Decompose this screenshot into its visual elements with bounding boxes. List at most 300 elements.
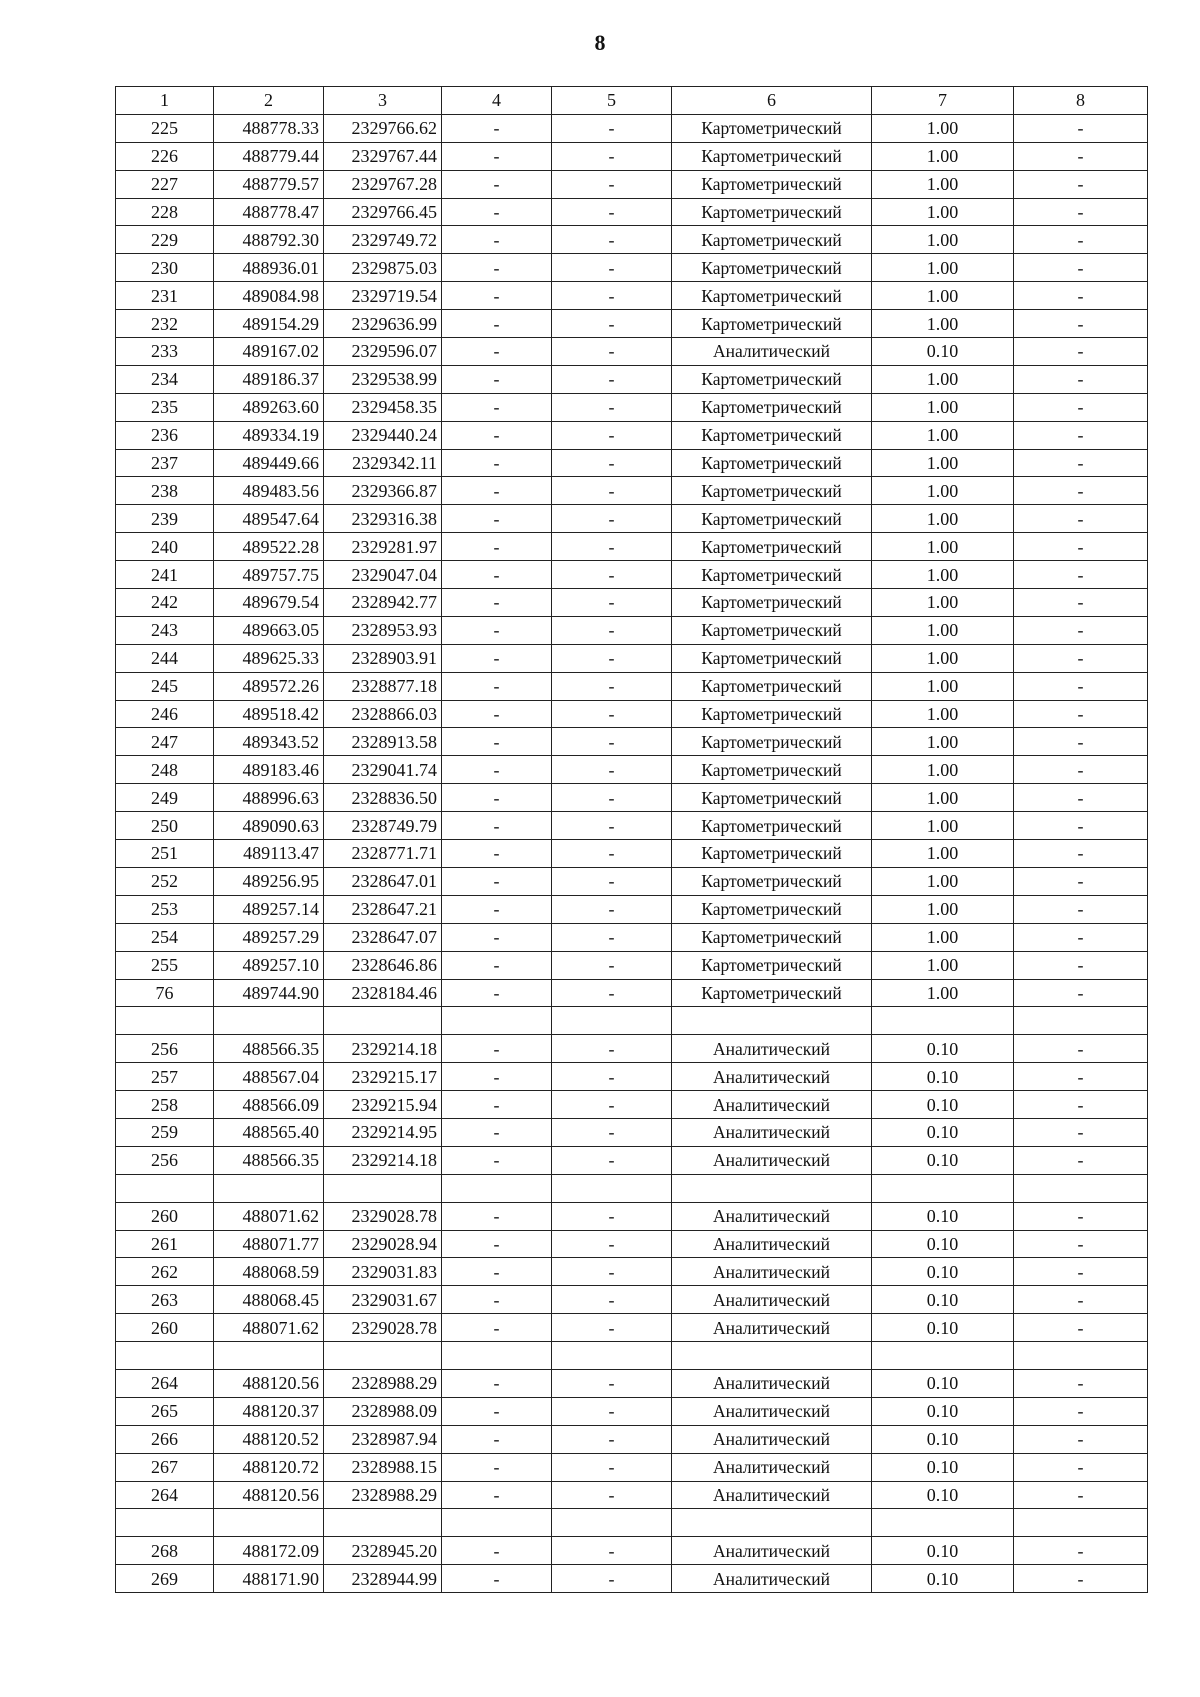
method-cell: Аналитический: [672, 1035, 872, 1063]
col8-cell: -: [1014, 1286, 1148, 1314]
accuracy-cell: 0.10: [872, 1453, 1014, 1481]
col4-cell: -: [442, 840, 552, 868]
col8-cell: -: [1014, 170, 1148, 198]
x-coordinate-cell: [214, 1509, 324, 1537]
table-row: [116, 170, 1148, 198]
col5-cell: -: [552, 756, 672, 784]
point-number-cell: 267: [116, 1453, 214, 1481]
col8-cell: -: [1014, 1453, 1148, 1481]
col4-cell: -: [442, 951, 552, 979]
x-coordinate-cell: 488779.57: [214, 170, 324, 198]
col4-cell: -: [442, 589, 552, 617]
y-coordinate-cell: 2328988.09: [324, 1397, 442, 1425]
point-number-cell: 237: [116, 449, 214, 477]
table-row: [116, 1063, 1148, 1091]
col4-cell: -: [442, 310, 552, 338]
x-coordinate-cell: 489257.14: [214, 895, 324, 923]
table-row: [116, 477, 1148, 505]
table-row: [116, 1481, 1148, 1509]
table-row: [116, 254, 1148, 282]
method-cell: [672, 1342, 872, 1370]
col4-cell: [442, 1342, 552, 1370]
point-number-cell: 250: [116, 812, 214, 840]
x-coordinate-cell: 488120.52: [214, 1425, 324, 1453]
col5-cell: [552, 1174, 672, 1202]
col5-cell: -: [552, 644, 672, 672]
col4-cell: -: [442, 616, 552, 644]
x-coordinate-cell: 488120.37: [214, 1397, 324, 1425]
col4-cell: -: [442, 533, 552, 561]
y-coordinate-cell: 2329215.17: [324, 1063, 442, 1091]
point-number-cell: 76: [116, 979, 214, 1007]
x-coordinate-cell: 488120.72: [214, 1453, 324, 1481]
x-coordinate-cell: 489744.90: [214, 979, 324, 1007]
y-coordinate-cell: 2328953.93: [324, 616, 442, 644]
col8-cell: -: [1014, 198, 1148, 226]
y-coordinate-cell: 2328647.21: [324, 895, 442, 923]
accuracy-cell: 1.00: [872, 198, 1014, 226]
table-row: [116, 700, 1148, 728]
col4-cell: [442, 1007, 552, 1035]
x-coordinate-cell: 489625.33: [214, 644, 324, 672]
accuracy-cell: 1.00: [872, 142, 1014, 170]
accuracy-cell: 1.00: [872, 589, 1014, 617]
method-cell: Картометрический: [672, 589, 872, 617]
method-cell: Картометрический: [672, 142, 872, 170]
col4-cell: -: [442, 198, 552, 226]
y-coordinate-cell: 2329041.74: [324, 756, 442, 784]
col4-cell: -: [442, 728, 552, 756]
method-cell: Картометрический: [672, 867, 872, 895]
header-cell: 4: [442, 87, 552, 115]
col8-cell: -: [1014, 142, 1148, 170]
col8-cell: -: [1014, 226, 1148, 254]
x-coordinate-cell: 489572.26: [214, 672, 324, 700]
method-cell: Картометрический: [672, 895, 872, 923]
col5-cell: -: [552, 254, 672, 282]
col5-cell: -: [552, 1035, 672, 1063]
y-coordinate-cell: 2329031.83: [324, 1258, 442, 1286]
point-number-cell: 264: [116, 1481, 214, 1509]
point-number-cell: 253: [116, 895, 214, 923]
col5-cell: -: [552, 421, 672, 449]
method-cell: Аналитический: [672, 1258, 872, 1286]
col8-cell: -: [1014, 700, 1148, 728]
y-coordinate-cell: 2329214.18: [324, 1035, 442, 1063]
accuracy-cell: 1.00: [872, 310, 1014, 338]
col8-cell: [1014, 1174, 1148, 1202]
point-number-cell: 261: [116, 1230, 214, 1258]
accuracy-cell: 0.10: [872, 1565, 1014, 1593]
col4-cell: -: [442, 1063, 552, 1091]
col5-cell: -: [552, 1202, 672, 1230]
col8-cell: -: [1014, 784, 1148, 812]
x-coordinate-cell: 488172.09: [214, 1537, 324, 1565]
method-cell: [672, 1174, 872, 1202]
x-coordinate-cell: 488779.44: [214, 142, 324, 170]
separator-row: [116, 1174, 1148, 1202]
method-cell: Картометрический: [672, 310, 872, 338]
col4-cell: -: [442, 700, 552, 728]
point-number-cell: 227: [116, 170, 214, 198]
point-number-cell: 268: [116, 1537, 214, 1565]
accuracy-cell: 1.00: [872, 421, 1014, 449]
col5-cell: -: [552, 1425, 672, 1453]
col5-cell: -: [552, 1565, 672, 1593]
point-number-cell: 226: [116, 142, 214, 170]
col8-cell: -: [1014, 923, 1148, 951]
col8-cell: -: [1014, 1035, 1148, 1063]
y-coordinate-cell: 2329366.87: [324, 477, 442, 505]
col8-cell: -: [1014, 449, 1148, 477]
col8-cell: -: [1014, 114, 1148, 142]
y-coordinate-cell: [324, 1509, 442, 1537]
col4-cell: -: [442, 644, 552, 672]
col8-cell: -: [1014, 1425, 1148, 1453]
col4-cell: -: [442, 1118, 552, 1146]
accuracy-cell: [872, 1174, 1014, 1202]
x-coordinate-cell: 489084.98: [214, 282, 324, 310]
x-coordinate-cell: 489257.29: [214, 923, 324, 951]
accuracy-cell: 1.00: [872, 895, 1014, 923]
table-row: [116, 1118, 1148, 1146]
point-number-cell: 230: [116, 254, 214, 282]
table-row: [116, 1314, 1148, 1342]
table-row: [116, 114, 1148, 142]
col4-cell: -: [442, 1258, 552, 1286]
x-coordinate-cell: 489449.66: [214, 449, 324, 477]
y-coordinate-cell: 2328988.29: [324, 1481, 442, 1509]
x-coordinate-cell: 488565.40: [214, 1118, 324, 1146]
point-number-cell: 260: [116, 1202, 214, 1230]
method-cell: Картометрический: [672, 393, 872, 421]
y-coordinate-cell: [324, 1342, 442, 1370]
y-coordinate-cell: 2328646.86: [324, 951, 442, 979]
x-coordinate-cell: 488071.77: [214, 1230, 324, 1258]
col8-cell: -: [1014, 365, 1148, 393]
col4-cell: [442, 1174, 552, 1202]
col4-cell: -: [442, 365, 552, 393]
coordinates-table-container: [115, 86, 1147, 1593]
accuracy-cell: 1.00: [872, 477, 1014, 505]
method-cell: Аналитический: [672, 1118, 872, 1146]
method-cell: Аналитический: [672, 1146, 872, 1174]
col4-cell: -: [442, 1035, 552, 1063]
point-number-cell: 247: [116, 728, 214, 756]
accuracy-cell: 1.00: [872, 923, 1014, 951]
header-cell: 7: [872, 87, 1014, 115]
y-coordinate-cell: 2328988.29: [324, 1369, 442, 1397]
point-number-cell: 260: [116, 1314, 214, 1342]
x-coordinate-cell: 489090.63: [214, 812, 324, 840]
x-coordinate-cell: [214, 1007, 324, 1035]
accuracy-cell: 1.00: [872, 114, 1014, 142]
method-cell: Картометрический: [672, 756, 872, 784]
col4-cell: -: [442, 1202, 552, 1230]
col8-cell: -: [1014, 1565, 1148, 1593]
accuracy-cell: 0.10: [872, 1230, 1014, 1258]
col5-cell: -: [552, 114, 672, 142]
col8-cell: -: [1014, 393, 1148, 421]
accuracy-cell: 0.10: [872, 1481, 1014, 1509]
header-cell: 6: [672, 87, 872, 115]
table-body: [116, 114, 1148, 1592]
y-coordinate-cell: 2329538.99: [324, 365, 442, 393]
col5-cell: -: [552, 923, 672, 951]
table-row: [116, 1258, 1148, 1286]
table-row: [116, 226, 1148, 254]
point-number-cell: [116, 1007, 214, 1035]
accuracy-cell: 1.00: [872, 672, 1014, 700]
method-cell: Аналитический: [672, 1537, 872, 1565]
point-number-cell: 249: [116, 784, 214, 812]
accuracy-cell: 0.10: [872, 1258, 1014, 1286]
col4-cell: -: [442, 923, 552, 951]
method-cell: Аналитический: [672, 1091, 872, 1119]
table-row: [116, 1286, 1148, 1314]
x-coordinate-cell: 488068.45: [214, 1286, 324, 1314]
col5-cell: -: [552, 1397, 672, 1425]
table-row: [116, 1425, 1148, 1453]
y-coordinate-cell: [324, 1007, 442, 1035]
point-number-cell: 225: [116, 114, 214, 142]
method-cell: Картометрический: [672, 672, 872, 700]
method-cell: Картометрический: [672, 840, 872, 868]
point-number-cell: 264: [116, 1369, 214, 1397]
col4-cell: -: [442, 561, 552, 589]
accuracy-cell: 1.00: [872, 867, 1014, 895]
x-coordinate-cell: 489679.54: [214, 589, 324, 617]
point-number-cell: 238: [116, 477, 214, 505]
accuracy-cell: 1.00: [872, 728, 1014, 756]
method-cell: Аналитический: [672, 1202, 872, 1230]
method-cell: Картометрический: [672, 477, 872, 505]
table-row: [116, 784, 1148, 812]
point-number-cell: 239: [116, 505, 214, 533]
col4-cell: -: [442, 867, 552, 895]
col5-cell: -: [552, 589, 672, 617]
col5-cell: -: [552, 198, 672, 226]
x-coordinate-cell: 488936.01: [214, 254, 324, 282]
col5-cell: -: [552, 700, 672, 728]
col8-cell: -: [1014, 867, 1148, 895]
col4-cell: -: [442, 170, 552, 198]
method-cell: Картометрический: [672, 616, 872, 644]
point-number-cell: 266: [116, 1425, 214, 1453]
col5-cell: -: [552, 226, 672, 254]
col4-cell: [442, 1509, 552, 1537]
col4-cell: -: [442, 1146, 552, 1174]
col5-cell: -: [552, 895, 672, 923]
accuracy-cell: 1.00: [872, 700, 1014, 728]
col8-cell: -: [1014, 1063, 1148, 1091]
y-coordinate-cell: 2329875.03: [324, 254, 442, 282]
method-cell: Аналитический: [672, 1063, 872, 1091]
accuracy-cell: 1.00: [872, 951, 1014, 979]
point-number-cell: 256: [116, 1146, 214, 1174]
header-cell: 1: [116, 87, 214, 115]
col8-cell: -: [1014, 282, 1148, 310]
method-cell: Картометрический: [672, 923, 872, 951]
col8-cell: -: [1014, 589, 1148, 617]
y-coordinate-cell: 2328987.94: [324, 1425, 442, 1453]
y-coordinate-cell: 2329766.62: [324, 114, 442, 142]
col8-cell: -: [1014, 1258, 1148, 1286]
table-row: [116, 449, 1148, 477]
method-cell: Аналитический: [672, 1481, 872, 1509]
y-coordinate-cell: 2329767.28: [324, 170, 442, 198]
accuracy-cell: 1.00: [872, 840, 1014, 868]
col8-cell: -: [1014, 644, 1148, 672]
table-row: [116, 533, 1148, 561]
x-coordinate-cell: 489256.95: [214, 867, 324, 895]
col5-cell: -: [552, 784, 672, 812]
col5-cell: -: [552, 1453, 672, 1481]
method-cell: Картометрический: [672, 114, 872, 142]
col5-cell: -: [552, 1537, 672, 1565]
x-coordinate-cell: 489183.46: [214, 756, 324, 784]
y-coordinate-cell: 2329047.04: [324, 561, 442, 589]
y-coordinate-cell: 2329028.94: [324, 1230, 442, 1258]
point-number-cell: 231: [116, 282, 214, 310]
point-number-cell: 236: [116, 421, 214, 449]
col4-cell: -: [442, 393, 552, 421]
table-row: [116, 1091, 1148, 1119]
x-coordinate-cell: 488071.62: [214, 1314, 324, 1342]
col4-cell: -: [442, 1286, 552, 1314]
table-row: [116, 589, 1148, 617]
col5-cell: [552, 1007, 672, 1035]
method-cell: Аналитический: [672, 1453, 872, 1481]
col8-cell: -: [1014, 533, 1148, 561]
col8-cell: -: [1014, 254, 1148, 282]
x-coordinate-cell: 488567.04: [214, 1063, 324, 1091]
accuracy-cell: 0.10: [872, 1369, 1014, 1397]
accuracy-cell: 0.10: [872, 1202, 1014, 1230]
col8-cell: -: [1014, 895, 1148, 923]
col4-cell: -: [442, 672, 552, 700]
x-coordinate-cell: 488120.56: [214, 1369, 324, 1397]
col4-cell: -: [442, 784, 552, 812]
col8-cell: -: [1014, 979, 1148, 1007]
accuracy-cell: 0.10: [872, 1286, 1014, 1314]
point-number-cell: 240: [116, 533, 214, 561]
col5-cell: [552, 1509, 672, 1537]
point-number-cell: 262: [116, 1258, 214, 1286]
col8-cell: -: [1014, 1118, 1148, 1146]
accuracy-cell: 0.10: [872, 1146, 1014, 1174]
y-coordinate-cell: 2329215.94: [324, 1091, 442, 1119]
accuracy-cell: 1.00: [872, 449, 1014, 477]
x-coordinate-cell: 489663.05: [214, 616, 324, 644]
col4-cell: -: [442, 1230, 552, 1258]
col5-cell: -: [552, 449, 672, 477]
col5-cell: -: [552, 1063, 672, 1091]
col5-cell: -: [552, 310, 672, 338]
col5-cell: -: [552, 672, 672, 700]
y-coordinate-cell: 2329316.38: [324, 505, 442, 533]
y-coordinate-cell: 2329636.99: [324, 310, 442, 338]
x-coordinate-cell: 489343.52: [214, 728, 324, 756]
accuracy-cell: 1.00: [872, 505, 1014, 533]
table-row: [116, 840, 1148, 868]
accuracy-cell: 0.10: [872, 1091, 1014, 1119]
table-row: [116, 1369, 1148, 1397]
y-coordinate-cell: 2329028.78: [324, 1314, 442, 1342]
col8-cell: -: [1014, 477, 1148, 505]
page-number: 8: [594, 30, 606, 55]
y-coordinate-cell: 2329031.67: [324, 1286, 442, 1314]
method-cell: Картометрический: [672, 505, 872, 533]
col8-cell: -: [1014, 338, 1148, 366]
col4-cell: -: [442, 1565, 552, 1593]
col4-cell: -: [442, 254, 552, 282]
table-row: [116, 1453, 1148, 1481]
point-number-cell: 228: [116, 198, 214, 226]
method-cell: Картометрический: [672, 644, 872, 672]
point-number-cell: [116, 1509, 214, 1537]
y-coordinate-cell: 2328913.58: [324, 728, 442, 756]
method-cell: Картометрический: [672, 700, 872, 728]
col8-cell: -: [1014, 561, 1148, 589]
table-row: [116, 365, 1148, 393]
col5-cell: -: [552, 142, 672, 170]
col5-cell: [552, 1342, 672, 1370]
col5-cell: -: [552, 170, 672, 198]
method-cell: Картометрический: [672, 979, 872, 1007]
point-number-cell: 257: [116, 1063, 214, 1091]
col8-cell: -: [1014, 672, 1148, 700]
point-number-cell: [116, 1174, 214, 1202]
col5-cell: -: [552, 1314, 672, 1342]
col8-cell: -: [1014, 1369, 1148, 1397]
x-coordinate-cell: 489518.42: [214, 700, 324, 728]
header-cell: 5: [552, 87, 672, 115]
method-cell: [672, 1007, 872, 1035]
point-number-cell: 254: [116, 923, 214, 951]
col4-cell: -: [442, 226, 552, 254]
table-row: [116, 1537, 1148, 1565]
col5-cell: -: [552, 979, 672, 1007]
col4-cell: -: [442, 142, 552, 170]
accuracy-cell: 1.00: [872, 616, 1014, 644]
x-coordinate-cell: [214, 1342, 324, 1370]
col4-cell: -: [442, 1314, 552, 1342]
separator-row: [116, 1007, 1148, 1035]
col5-cell: -: [552, 1258, 672, 1286]
table-row: [116, 812, 1148, 840]
y-coordinate-cell: 2328749.79: [324, 812, 442, 840]
point-number-cell: 258: [116, 1091, 214, 1119]
col8-cell: [1014, 1509, 1148, 1537]
table-row: [116, 1565, 1148, 1593]
accuracy-cell: 0.10: [872, 1425, 1014, 1453]
col4-cell: -: [442, 449, 552, 477]
y-coordinate-cell: [324, 1174, 442, 1202]
accuracy-cell: [872, 1007, 1014, 1035]
table-row: [116, 1146, 1148, 1174]
accuracy-cell: 0.10: [872, 1397, 1014, 1425]
accuracy-cell: 1.00: [872, 365, 1014, 393]
col8-cell: -: [1014, 812, 1148, 840]
col5-cell: -: [552, 477, 672, 505]
accuracy-cell: 0.10: [872, 338, 1014, 366]
header-cell: 3: [324, 87, 442, 115]
method-cell: Аналитический: [672, 1314, 872, 1342]
accuracy-cell: 0.10: [872, 1063, 1014, 1091]
x-coordinate-cell: 488068.59: [214, 1258, 324, 1286]
x-coordinate-cell: 488566.35: [214, 1035, 324, 1063]
